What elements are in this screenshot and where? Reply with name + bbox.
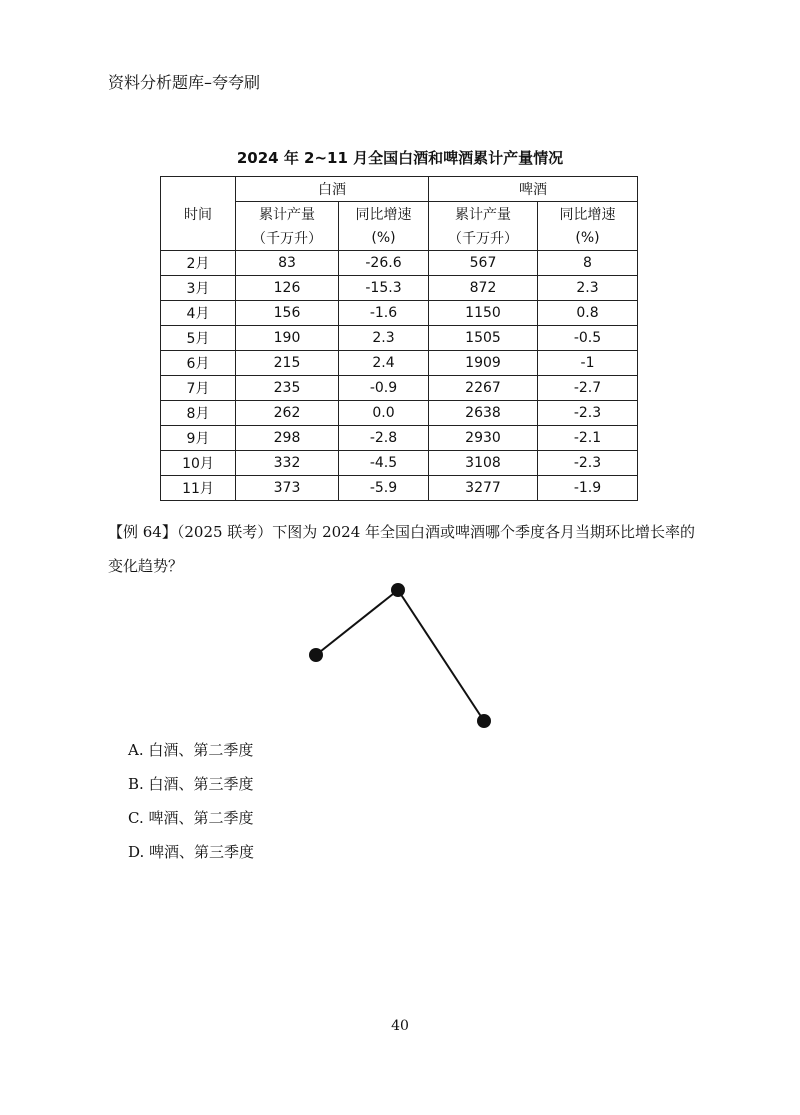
baijiu-growth-cell: -0.9 (339, 376, 429, 401)
baijiu-output-cell: 156 (236, 301, 339, 326)
month-cell: 3月 (161, 276, 236, 301)
baijiu-group-header: 白酒 (236, 177, 429, 202)
pijiu-output-cell: 1150 (429, 301, 538, 326)
baijiu-growth-cell: 0.0 (339, 401, 429, 426)
table-row (161, 326, 638, 351)
baijiu-growth-cell: -1.6 (339, 301, 429, 326)
pijiu-growth-cell: -1 (538, 351, 638, 376)
pijiu-growth-cell: -2.1 (538, 426, 638, 451)
answer-options (128, 738, 254, 874)
table-row (161, 451, 638, 476)
baijiu-output-cell: 83 (236, 251, 339, 276)
month-cell: 7月 (161, 376, 236, 401)
trend-point (477, 714, 491, 728)
pijiu-output-header: 累计产量 (429, 202, 538, 227)
option-d[interactable]: D. 啤酒、第三季度 (128, 843, 255, 861)
option-b[interactable]: B. 白酒、第三季度 (128, 775, 254, 793)
pijiu-growth-cell: 8 (538, 251, 638, 276)
pijiu-growth-cell: -2.3 (538, 401, 638, 426)
table-row (161, 426, 638, 451)
option-a[interactable]: A. 白酒、第二季度 (128, 741, 254, 759)
pijiu-growth-header: 同比增速 (538, 202, 638, 227)
month-cell: 5月 (161, 326, 236, 351)
pijiu-group-header: 啤酒 (429, 177, 638, 202)
pijiu-output-cell: 567 (429, 251, 538, 276)
table-row (161, 301, 638, 326)
question-text: 【例 64】（2025 联考）下图为 2024 年全国白酒或啤酒哪个季度各月当期环比增长率的变化趋势？ (108, 523, 696, 575)
pijiu-growth-cell: -1.9 (538, 476, 638, 501)
baijiu-growth-cell: 2.3 (339, 326, 429, 351)
month-cell: 10月 (161, 451, 236, 476)
pijiu-output-unit: （千万升） (429, 226, 538, 251)
baijiu-output-cell: 262 (236, 401, 339, 426)
pijiu-growth-cell: -2.7 (538, 376, 638, 401)
time-header: 时间 (161, 177, 236, 251)
pijiu-growth-cell: -2.3 (538, 451, 638, 476)
pijiu-output-cell: 2638 (429, 401, 538, 426)
trend-segment (316, 590, 398, 655)
pijiu-output-cell: 872 (429, 276, 538, 301)
table-title: 2024 年 2~11 月全国白酒和啤酒累计产量情况 (236, 149, 564, 167)
table-row (161, 251, 638, 276)
month-cell: 2月 (161, 251, 236, 276)
table-row (161, 351, 638, 376)
pijiu-growth-cell: 0.8 (538, 301, 638, 326)
baijiu-output-cell: 298 (236, 426, 339, 451)
pijiu-output-cell: 2267 (429, 376, 538, 401)
baijiu-output-cell: 235 (236, 376, 339, 401)
trend-segment (398, 590, 484, 721)
pijiu-output-cell: 1505 (429, 326, 538, 351)
baijiu-growth-cell: -4.5 (339, 451, 429, 476)
baijiu-output-unit: （千万升） (236, 226, 339, 251)
baijiu-output-cell: 190 (236, 326, 339, 351)
baijiu-growth-cell: -5.9 (339, 476, 429, 501)
month-cell: 9月 (161, 426, 236, 451)
pijiu-output-cell: 3277 (429, 476, 538, 501)
month-cell: 8月 (161, 401, 236, 426)
pijiu-growth-unit: (%) (538, 226, 638, 251)
baijiu-growth-unit: (%) (339, 226, 429, 251)
month-cell: 6月 (161, 351, 236, 376)
month-cell: 4月 (161, 301, 236, 326)
pijiu-growth-cell: 2.3 (538, 276, 638, 301)
trend-point (391, 583, 405, 597)
page-header-title: 资料分析题库–夸夸刷 (108, 73, 261, 92)
baijiu-growth-cell: -26.6 (339, 251, 429, 276)
baijiu-growth-cell: 2.4 (339, 351, 429, 376)
table-row (161, 376, 638, 401)
baijiu-output-header: 累计产量 (236, 202, 339, 227)
trend-point (309, 648, 323, 662)
page-number: 40 (391, 1018, 409, 1034)
baijiu-growth-cell: -15.3 (339, 276, 429, 301)
trend-figure (300, 575, 500, 735)
pijiu-output-cell: 3108 (429, 451, 538, 476)
option-c[interactable]: C. 啤酒、第二季度 (128, 809, 254, 827)
pijiu-output-cell: 2930 (429, 426, 538, 451)
baijiu-output-cell: 373 (236, 476, 339, 501)
baijiu-output-cell: 126 (236, 276, 339, 301)
baijiu-growth-cell: -2.8 (339, 426, 429, 451)
baijiu-output-cell: 215 (236, 351, 339, 376)
table-row (161, 276, 638, 301)
table-row (161, 476, 638, 501)
table-row (161, 401, 638, 426)
pijiu-growth-cell: -0.5 (538, 326, 638, 351)
pijiu-output-cell: 1909 (429, 351, 538, 376)
baijiu-output-cell: 332 (236, 451, 339, 476)
month-cell: 11月 (161, 476, 236, 501)
production-table (160, 176, 638, 501)
baijiu-growth-header: 同比增速 (339, 202, 429, 227)
